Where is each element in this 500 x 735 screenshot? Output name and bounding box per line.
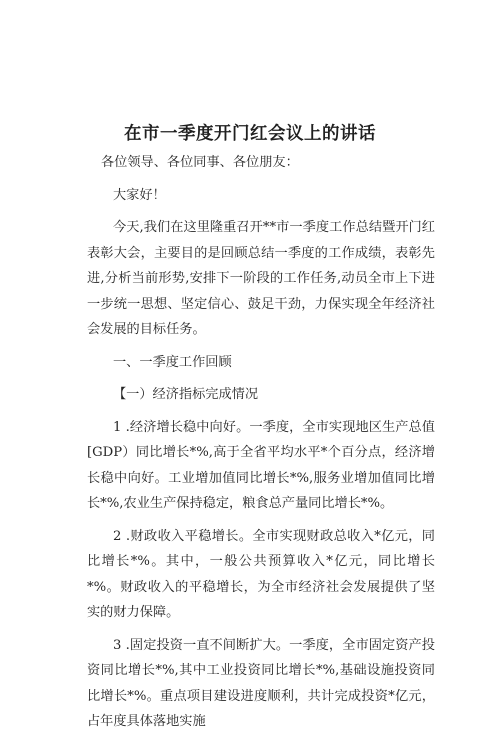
intro-paragraph: 今天,我们在这里隆重召开**市一季度工作总结暨开门红表彰大会，主要目的是回顾总结一季度的工作成绩，表彰先进,分析当前形势,安排下一阶段的工作任务,动员全市上下进一步统一思想、坚定信心、鼓足干劲，力保实现全年经济社会发展的目标任务。 [87,220,435,337]
document-body [87,150,435,735]
document-title: 在市一季度开门红会议上的讲话 [124,124,376,144]
list-item: 2 .财政收入平稳增长。全市实现财政总收入*亿元，同比增长*%。其中，一般公共预算收入*亿元，同比增长*%。财政收入的平稳增长，为全市经济社会发展提供了坚实的财力保障。 [87,528,435,620]
section-heading: 一、一季度工作回顾 [113,354,232,370]
salutation: 各位领导、各位同事、各位朋友： [101,155,299,170]
list-item: 1 .经济增长稳中向好。一季度，全市实现地区生产总值[GDP）同比增长*%,高于全省平均水平*个百分点，经济增长稳中向好。工业增加值同比增长*%,服务业增加值同比增长*%,农业生产保持稳定，粮食总产量同比增长*%。 [87,419,435,511]
greeting: 大家好！ [113,187,166,203]
subsection-heading: 【一）经济指标完成情况 [113,387,259,402]
list-item: 3 .固定投资一直不间断扩大。一季度，全市固定资产投资同比增长*%,其中工业投资同比增长*%,基础设施投资同比增长*%。重点项目建设进度顺利，共计完成投资*亿元，占年度具体落地实施 [87,637,435,729]
